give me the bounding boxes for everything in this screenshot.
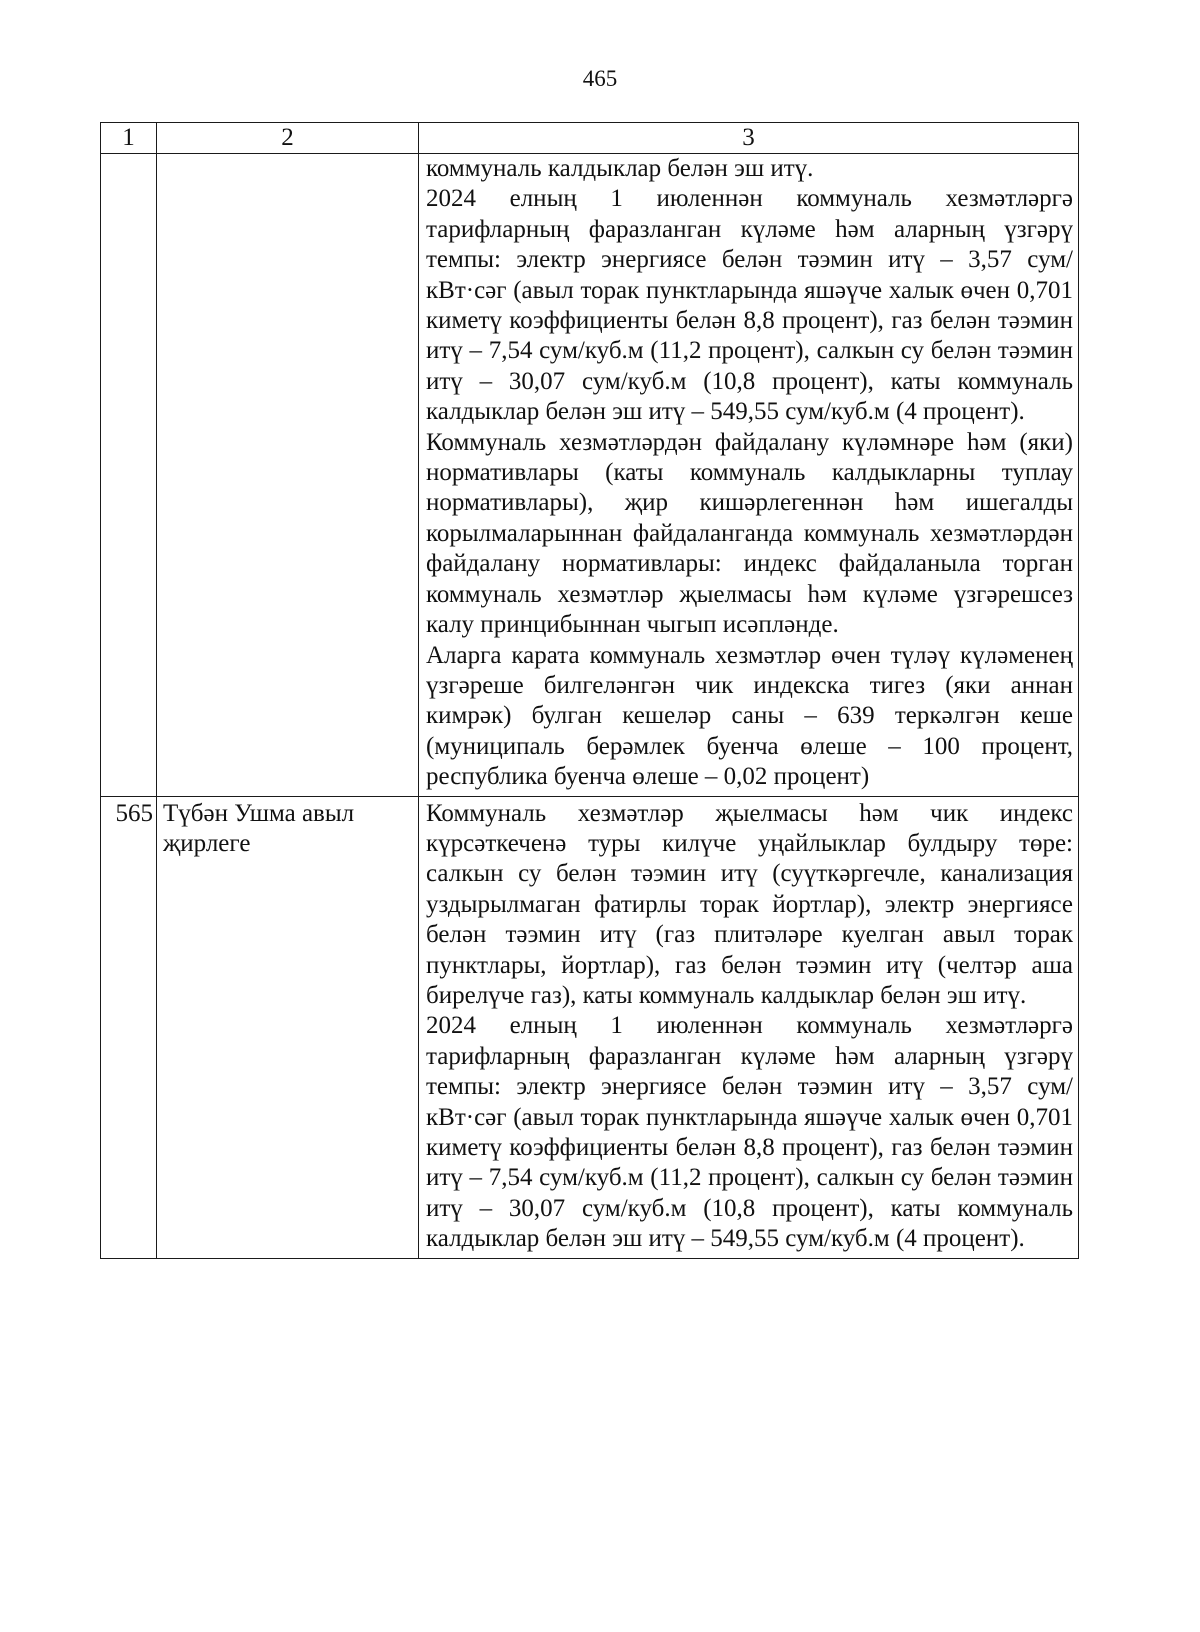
row-paragraph: Аларга карата коммуналь хезмәтләр өчен түләү күләменең үзгәреше билгеләнгән чик индекска тигез (яки аннан кимрәк) булган кешеләр саны – 639 теркәлгән кеше (муниципаль берәмлек буенча өлеше – 100 процент, республика буенча өлеше – 0,02 процент): [426, 641, 1073, 791]
document-table: [100, 122, 1079, 1259]
row-paragraph: 2024 елның 1 июленнән коммуналь хезмәтләргә тарифларның фаразланган күләме һәм аларның үзгәрү темпы: электр энергиясе белән тәэмин итү – 3,57 сум/кВт·сәг (авыл торак пунктларында яшәүче халык өчен 0,701 киметү коэффициенты белән 8,8 процент), газ белән тәэмин итү – 7,54 сум/куб.м (11,2 процент), салкын су белән тәэмин итү – 30,07 сум/куб.м (10,8 процент), каты коммуналь калдыклар белән эш итү – 549,55 сум/куб.м (4 процент).: [426, 185, 1073, 426]
column-header-name: 2: [157, 123, 419, 154]
row-number-cell: [101, 154, 157, 797]
row-name-cell: Түбән Ушма авыл җирлеге: [157, 796, 419, 1258]
row-text-cell: [419, 796, 1079, 1258]
page-number: 465: [582, 66, 618, 91]
row-name-cell: [157, 154, 419, 797]
table-row: [101, 796, 1079, 1258]
table-row: [101, 154, 1079, 797]
row-number-cell: 565: [101, 796, 157, 1258]
row-paragraph: 2024 елның 1 июленнән коммуналь хезмәтләргә тарифларның фаразланган күләме һәм аларның үзгәрү темпы: электр энергиясе белән тәэмин итү – 3,57 сум/кВт·сәг (авыл торак пунктларында яшәүче халык өчен 0,701 киметү коэффициенты белән 8,8 процент), газ белән тәэмин итү – 7,54 сум/куб.м (11,2 процент), салкын су белән тәэмин итү – 30,07 сум/куб.м (10,8 процент), каты коммуналь калдыклар белән эш итү – 549,55 сум/куб.м (4 процент).: [426, 1012, 1073, 1253]
column-header-number: 1: [101, 123, 157, 154]
column-header-text: 3: [419, 123, 1079, 154]
row-paragraph: коммуналь калдыклар белән эш итү.: [426, 155, 814, 182]
row-paragraph: Коммуналь хезмәтләрдән файдалану күләмнәре һәм (яки) нормативлары (каты коммуналь калдыкларны туплау нормативлары), җир кишәрлегеннән һәм ишегалды корылмаларыннан файдаланганда коммуналь хезмәтләрдән файдалану нормативлары: индекс файдаланыла торган коммуналь хезмәтләр җыелмасы һәм күләме үзгәрешсез калу принцибыннан чыгып исәпләнде.: [426, 428, 1073, 639]
row-paragraph: Коммуналь хезмәтләр җыелмасы һәм чик индекс күрсәткеченә туры килүче уңайлыклар булдыру төре: салкын су белән тәэмин итү (суүткәргечле, канализация уздырылмаган фатирлы торак йортлар), электр энергиясе белән тәэмин итү (газ плитәләре куелган авыл торак пунктлары, йортлар), газ белән тәэмин итү (челтәр аша бирелүче газ), каты коммуналь калдыклар белән эш итү.: [426, 799, 1073, 1009]
table-header-row: [101, 123, 1079, 154]
row-text-cell: [419, 154, 1079, 797]
